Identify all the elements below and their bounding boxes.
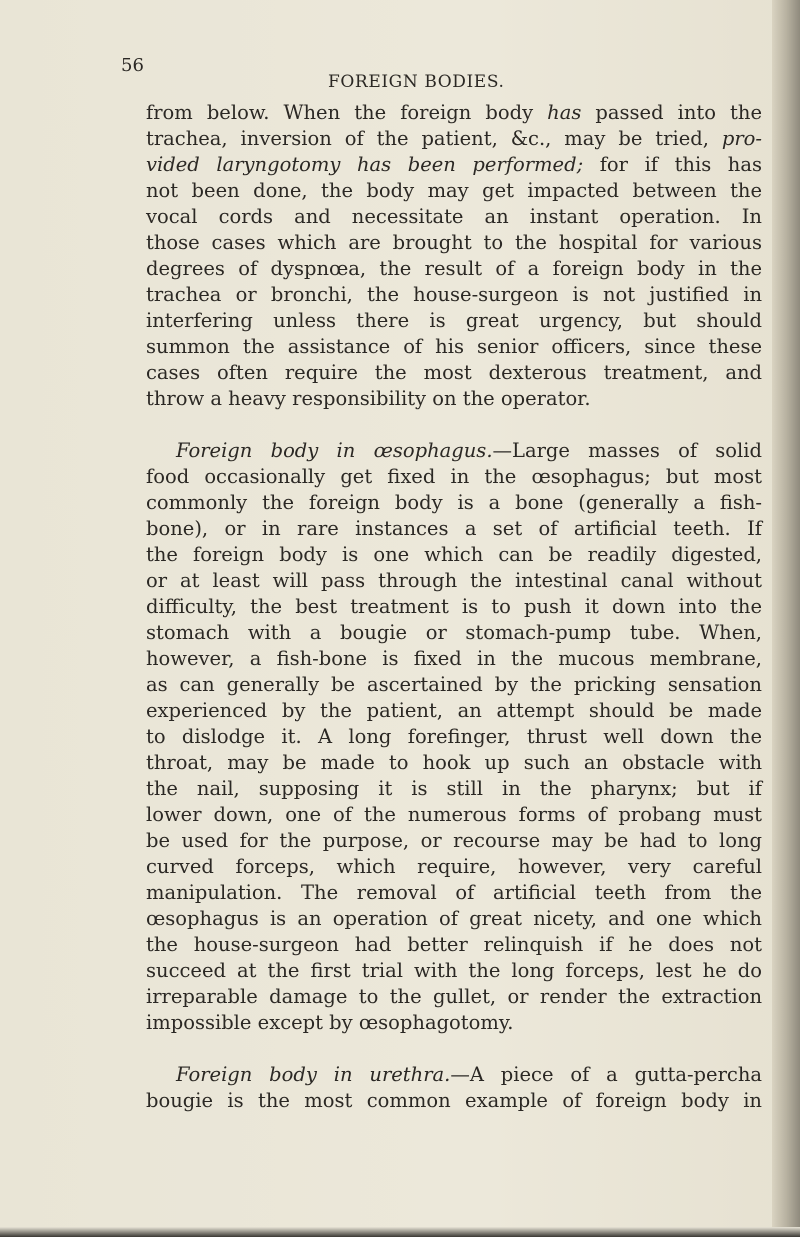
italic-text: has bbox=[547, 101, 582, 124]
body-text bbox=[146, 100, 762, 1114]
text-line bbox=[146, 750, 762, 776]
text-segment: from below. When the foreign body bbox=[146, 101, 548, 124]
text-segment: the house-surgeon had better relinquish if he does not bbox=[146, 933, 762, 956]
text-line bbox=[146, 464, 762, 490]
text-segment: throat, may be made to hook up such an obstacle with bbox=[146, 751, 762, 774]
text-segment: vocal cords and necessitate an instant operation. In bbox=[146, 205, 762, 228]
paragraph-gap bbox=[146, 412, 762, 438]
text-segment: lower down, one of the numerous forms of probang must bbox=[146, 803, 762, 826]
text-segment: commonly the foreign body is a bone (generally a fish- bbox=[146, 491, 762, 514]
text-segment: impossible except by œsophagotomy. bbox=[146, 1011, 514, 1034]
text-line bbox=[146, 204, 762, 230]
page-bottom-edge bbox=[0, 1227, 800, 1237]
text-segment: stomach with a bougie or stomach-pump tube. When, bbox=[146, 621, 762, 644]
text-segment: difficulty, the best treatment is to push it down into the bbox=[146, 595, 762, 618]
text-line bbox=[146, 100, 762, 126]
text-line bbox=[146, 126, 762, 152]
text-segment: bone), or in rare instances a set of artificial teeth. If bbox=[146, 517, 762, 540]
text-line bbox=[146, 828, 762, 854]
text-segment: not been done, the body may get impacted between the bbox=[146, 179, 762, 202]
text-line bbox=[146, 802, 762, 828]
text-line bbox=[146, 1062, 762, 1088]
text-segment: cases often require the most dexterous treatment, and bbox=[146, 361, 762, 384]
text-segment: œsophagus is an operation of great nicety, and one which bbox=[146, 907, 762, 930]
text-line bbox=[146, 490, 762, 516]
text-segment: bougie is the most common example of foreign body in bbox=[146, 1089, 762, 1112]
text-line bbox=[146, 854, 762, 880]
italic-text: vided laryngotomy has been performed; bbox=[146, 153, 584, 176]
page-spine-shadow bbox=[772, 0, 800, 1237]
text-segment: food occasionally get fixed in the œsophagus; but most bbox=[146, 465, 762, 488]
text-line bbox=[146, 724, 762, 750]
paragraph bbox=[146, 438, 762, 1036]
text-segment: —A piece of a gutta-percha bbox=[450, 1063, 762, 1086]
text-line bbox=[146, 672, 762, 698]
text-segment: trachea, inversion of the patient, &c., may be tried, bbox=[146, 127, 722, 150]
text-segment: the nail, supposing it is still in the pharynx; but if bbox=[146, 777, 762, 800]
text-segment: manipulation. The removal of artificial teeth from the bbox=[146, 881, 762, 904]
text-segment: throw a heavy responsibility on the operator. bbox=[146, 387, 591, 410]
text-line bbox=[146, 282, 762, 308]
text-segment: the foreign body is one which can be readily digested, bbox=[146, 543, 762, 566]
running-head: FOREIGN BODIES. bbox=[328, 72, 505, 92]
text-segment: irreparable damage to the gullet, or render the extraction bbox=[146, 985, 762, 1008]
paragraph-gap bbox=[146, 1036, 762, 1062]
text-line bbox=[146, 360, 762, 386]
text-line bbox=[146, 230, 762, 256]
text-segment: interfering unless there is great urgency, but should bbox=[146, 309, 762, 332]
text-segment: those cases which are brought to the hospital for various bbox=[146, 231, 762, 254]
text-line bbox=[146, 568, 762, 594]
text-segment: passed into the bbox=[581, 101, 762, 124]
text-line bbox=[146, 256, 762, 282]
text-segment: however, a fish-bone is fixed in the mucous membrane, bbox=[146, 647, 762, 670]
text-line bbox=[146, 1010, 762, 1036]
text-line bbox=[146, 334, 762, 360]
text-segment: as can generally be ascertained by the pricking sensation bbox=[146, 673, 762, 696]
text-line bbox=[146, 958, 762, 984]
text-line bbox=[146, 152, 762, 178]
italic-text: Foreign body in urethra. bbox=[176, 1063, 451, 1086]
paragraph bbox=[146, 1062, 762, 1114]
italic-text: Foreign body in œsophagus. bbox=[176, 439, 493, 462]
text-line bbox=[146, 178, 762, 204]
text-line bbox=[146, 646, 762, 672]
text-line bbox=[146, 880, 762, 906]
text-line bbox=[146, 542, 762, 568]
paragraph bbox=[146, 100, 762, 412]
text-segment: to dislodge it. A long forefinger, thrust well down the bbox=[146, 725, 762, 748]
text-segment: degrees of dyspnœa, the result of a foreign body in the bbox=[146, 257, 762, 280]
text-line bbox=[146, 984, 762, 1010]
text-line bbox=[146, 594, 762, 620]
text-segment: trachea or bronchi, the house-surgeon is not justified in bbox=[146, 283, 762, 306]
text-line bbox=[146, 932, 762, 958]
text-segment: be used for the purpose, or recourse may be had to long bbox=[146, 829, 762, 852]
text-line bbox=[146, 516, 762, 542]
text-line bbox=[146, 386, 762, 412]
text-line bbox=[146, 620, 762, 646]
text-segment: or at least will pass through the intestinal canal without bbox=[146, 569, 762, 592]
text-segment: curved forceps, which require, however, very careful bbox=[146, 855, 762, 878]
text-line bbox=[146, 308, 762, 334]
italic-text: pro- bbox=[721, 127, 762, 150]
text-line bbox=[146, 438, 762, 464]
text-segment: experienced by the patient, an attempt should be made bbox=[146, 699, 762, 722]
page-number: 56 bbox=[121, 55, 144, 76]
text-segment: succeed at the first trial with the long forceps, lest he do bbox=[146, 959, 762, 982]
text-line bbox=[146, 698, 762, 724]
text-segment: —Large masses of solid bbox=[492, 439, 762, 462]
text-segment: for if this has bbox=[583, 153, 762, 176]
text-line bbox=[146, 1088, 762, 1114]
text-line bbox=[146, 776, 762, 802]
text-segment: summon the assistance of his senior officers, since these bbox=[146, 335, 762, 358]
text-line bbox=[146, 906, 762, 932]
